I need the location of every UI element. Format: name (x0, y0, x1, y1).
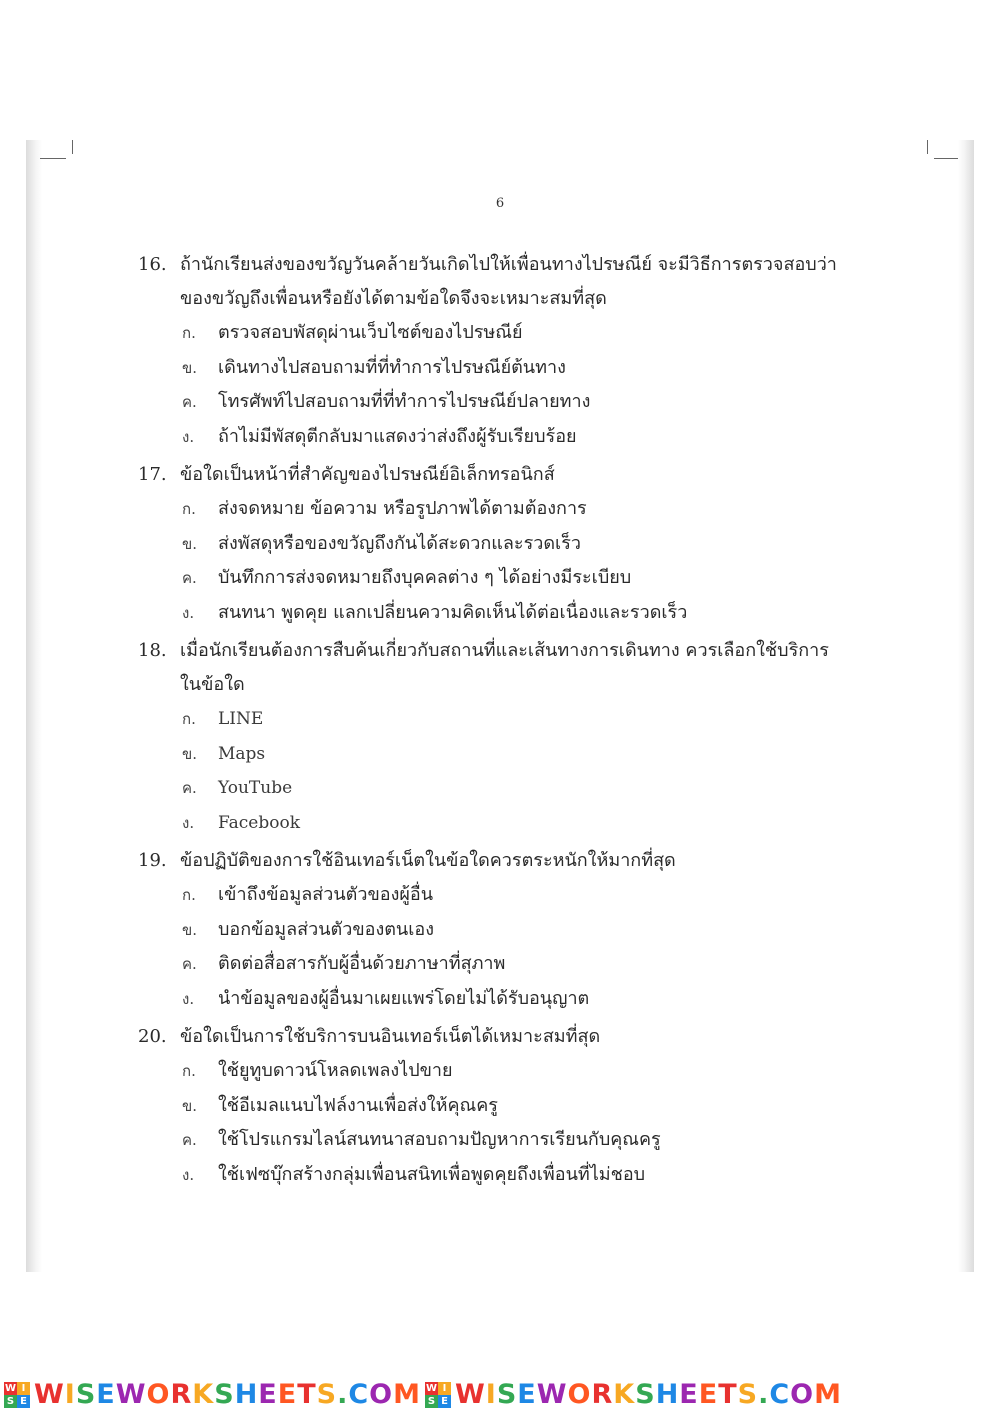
answer-choice (182, 316, 858, 351)
choice-text: ส่งจดหมาย ข้อความ หรือรูปภาพได้ตามต้องการ (218, 498, 587, 519)
watermark-group (425, 1379, 842, 1410)
question-19 (138, 844, 858, 1016)
answer-choice (182, 702, 858, 737)
choice-text: Maps (218, 743, 266, 764)
wiseworksheets-logo-icon: W I S E (425, 1382, 451, 1408)
choice-text: นำข้อมูลของผู้อื่นมาเผยแพร่โดยไม่ได้รับอนุญาต (218, 987, 590, 1009)
answer-choice (182, 527, 858, 562)
question-number: 20. (138, 1026, 167, 1047)
question-18 (138, 634, 858, 840)
watermark-bar (0, 1376, 1000, 1413)
crop-mark-left-vertical (72, 140, 73, 154)
answer-choice (182, 737, 858, 772)
choice-letter: ข. (182, 744, 198, 763)
choice-letter: ง. (182, 603, 195, 622)
choice-letter: ค. (182, 779, 197, 797)
answer-choice (182, 1089, 858, 1124)
choice-text: ติดต่อสื่อสารกับผู้อื่นด้วยภาษาที่สุภาพ (218, 953, 506, 974)
question-text: ของขวัญถึงเพื่อนหรือยังได้ตามข้อใดจึงจะเหมาะสมที่สุด (180, 288, 607, 309)
answer-choice (182, 913, 858, 948)
question-text: ถ้านักเรียนส่งของขวัญวันคล้ายวันเกิดไปให้เพื่อนทางไปรษณีย์ จะมีวิธีการตรวจสอบว่า (180, 254, 837, 275)
choice-letter: ก. (182, 500, 196, 518)
choice-letter: ค. (182, 955, 197, 973)
answer-choice (182, 771, 858, 806)
choice-letter: ง. (182, 813, 195, 832)
question-line (138, 248, 858, 282)
answer-choice (182, 385, 858, 420)
question-text: ข้อใดเป็นการใช้บริการบนอินเทอร์เน็ตได้เหมาะสมที่สุด (180, 1026, 601, 1047)
question-line (138, 1020, 858, 1054)
crop-mark-left (40, 158, 66, 159)
answer-choice (182, 351, 858, 386)
question-text: ข้อใดเป็นหน้าที่สำคัญของไปรษณีย์อิเล็กทรอนิกส์ (180, 464, 555, 485)
question-number: 18. (138, 640, 167, 661)
choice-letter: ข. (182, 534, 198, 553)
question-number (138, 668, 180, 702)
answer-choice (182, 1123, 858, 1158)
answer-choice (182, 982, 858, 1017)
choice-text: ส่งพัสดุหรือของขวัญถึงกันได้สะดวกและรวดเร็ว (218, 532, 581, 554)
choice-text: YouTube (218, 778, 293, 798)
watermark-text: WISEWORKSHEETS.COM (455, 1379, 842, 1410)
choice-letter: ค. (182, 1131, 197, 1149)
choice-text: ใช้ยูทูบดาวน์โหลดเพลงไปขาย (218, 1060, 453, 1081)
answer-choice (182, 878, 858, 913)
choice-text: ถ้าไม่มีพัสดุตีกลับมาแสดงว่าส่งถึงผู้รับเรียบร้อย (218, 425, 577, 447)
question-number: 16. (138, 254, 167, 275)
answer-choice (182, 1054, 858, 1089)
choice-text: ใช้เฟซบุ๊กสร้างกลุ่มเพื่อนสนิทเพื่อพูดคุยถึงเพื่อนที่ไม่ชอบ (218, 1163, 646, 1185)
answer-choice (182, 1158, 858, 1193)
choice-letter: ค. (182, 393, 197, 411)
choice-text: เข้าถึงข้อมูลส่วนตัวของผู้อื่น (218, 884, 434, 905)
choice-text: LINE (218, 709, 264, 729)
choice-letter: ก. (182, 710, 196, 728)
question-line (138, 668, 858, 702)
wiseworksheets-logo-icon: W I S E (4, 1382, 30, 1408)
choice-text: ใช้อีเมลแนบไฟล์งานเพื่อส่งให้คุณครู (218, 1094, 498, 1116)
choice-text: บอกข้อมูลส่วนตัวของตนเอง (218, 918, 434, 940)
question-list (138, 248, 858, 1196)
choice-letter: ข. (182, 358, 198, 377)
question-number (138, 282, 180, 316)
answer-choice (182, 947, 858, 982)
answer-choice (182, 561, 858, 596)
choice-letter: ง. (182, 1165, 195, 1184)
choice-letter: ข. (182, 920, 198, 939)
question-text: ในข้อใด (180, 674, 245, 695)
question-text: เมื่อนักเรียนต้องการสืบค้นเกี่ยวกับสถานที่และเส้นทางการเดินทาง ควรเลือกใช้บริการ (180, 640, 829, 661)
question-line (138, 458, 858, 492)
choice-text: Facebook (218, 812, 301, 833)
question-17 (138, 458, 858, 630)
choice-letter: ก. (182, 1062, 196, 1080)
choice-text: สนทนา พูดคุย แลกเปลี่ยนความคิดเห็นได้ต่อเนื่องและรวดเร็ว (218, 601, 688, 623)
question-number: 19. (138, 850, 167, 871)
crop-mark-right-vertical (927, 140, 928, 154)
answer-choice (182, 492, 858, 527)
crop-mark-right (934, 158, 960, 159)
page-number: 6 (495, 196, 505, 211)
choice-text: ตรวจสอบพัสดุผ่านเว็บไซต์ของไปรษณีย์ (218, 322, 523, 343)
answer-choice (182, 806, 858, 841)
question-line (138, 634, 858, 668)
choice-letter: ค. (182, 569, 197, 587)
choice-letter: ก. (182, 886, 196, 904)
watermark-text: WISEWORKSHEETS.COM (34, 1379, 421, 1410)
choice-text: ใช้โปรแกรมไลน์สนทนาสอบถามปัญหาการเรียนกับคุณครู (218, 1129, 661, 1150)
answer-choice (182, 596, 858, 631)
question-20 (138, 1020, 858, 1192)
question-line (138, 282, 858, 316)
question-text: ข้อปฏิบัติของการใช้อินเทอร์เน็ตในข้อใดควรตระหนักให้มากที่สุด (180, 850, 676, 871)
choice-letter: ข. (182, 1096, 198, 1115)
choice-text: เดินทางไปสอบถามที่ที่ทำการไปรษณีย์ต้นทาง (218, 356, 566, 378)
watermark-group (4, 1379, 421, 1410)
question-number: 17. (138, 464, 167, 485)
choice-letter: ง. (182, 989, 195, 1008)
choice-text: บันทึกการส่งจดหมายถึงบุคคลต่าง ๆ ได้อย่างมีระเบียบ (218, 567, 632, 588)
question-16 (138, 248, 858, 454)
question-line (138, 844, 858, 878)
answer-choice (182, 420, 858, 455)
choice-letter: ง. (182, 427, 195, 446)
choice-letter: ก. (182, 324, 196, 342)
choice-text: โทรศัพท์ไปสอบถามที่ที่ทำการไปรษณีย์ปลายทาง (218, 391, 591, 412)
